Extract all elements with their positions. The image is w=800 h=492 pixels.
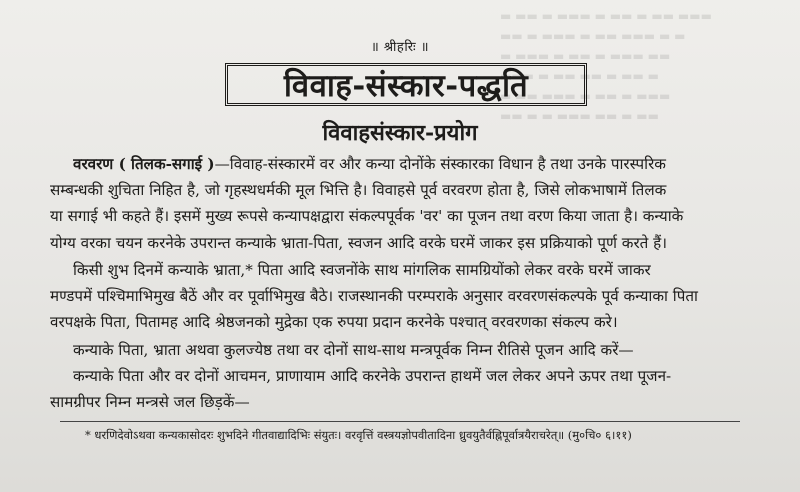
- section-lead-term: वरवरण ( तिलक-सगाई ): [73, 155, 215, 173]
- page-title: विवाह-संस्कार-पद्धति: [225, 63, 587, 106]
- paragraph-line: कन्याके पिता, भ्राता अथवा कुलज्येष्ठ तथा वर दोनों साथ-साथ मन्त्रपूर्वक निम्न रीतिसे पूजन आदि करें—: [73, 341, 634, 359]
- paragraph-line: योग्य वरका चयन करनेके उपरान्त कन्याके भ्राता-पिता, स्वजन आदि वरके घरमें जाकर इस प्रक्रियाको पूर्ण करते हैं।: [50, 234, 667, 252]
- paragraph-line: [73, 154, 772, 174]
- paragraph-line: मण्डपमें पश्चिमाभिमुख बैठें और वर पूर्वाभिमुख बैठे। राजस्थानकी परम्पराके अनुसार वरवरणसंकल्पके पूर्व कन्याका पिता: [50, 287, 698, 305]
- paragraph-line: सम्बन्धकी शुचिता निहित है, जो गृहस्थधर्मकी मूल भित्ति है। विवाहसे पूर्व वरवरण होता है, जिसे लोकभाषामें तिलक: [50, 181, 667, 199]
- footnote-divider: [60, 421, 740, 422]
- paragraph-line: या सगाई भी कहते हैं। इसमें मुख्य रूपसे कन्यापक्षद्वारा संकल्पपूर्वक 'वर' का पूजन तथा वरण किया जाता है। कन्याके: [50, 207, 684, 225]
- invocation-header: ॥ श्रीहरिः ॥: [370, 40, 430, 55]
- paragraph-line: कन्याके पिता और वर दोनों आचमन, प्राणायाम आदि करनेके उपरान्त हाथमें जल लेकर अपने ऊपर तथा पूजन-: [73, 367, 672, 385]
- paragraph-line: किसी शुभ दिनमें कन्याके भ्राता,* पिता आदि स्वजनोंके साथ मांगलिक सामग्रियोंको लेकर वरके घरमें जाकर: [73, 261, 651, 279]
- footnote: * धरणिदेवोऽथवा कन्यकासोदरः शुभदिने गीतवाद्यादिभिः संयुतः। वरवृत्तिं वस्त्रयज्ञोपवीतादिना ध्रुवयुतैर्वह्निपूर्वात्रयैराचरेत्॥ (मु०चि० ६।११): [85, 428, 632, 442]
- section-subtitle: विवाहसंस्कार-प्रयोग: [322, 120, 478, 146]
- paragraph-line: सामग्रीपर निम्न मन्त्रसे जल छिड़कें—: [50, 393, 250, 411]
- paragraph-line: वरपक्षके पिता, पितामह आदि श्रेष्ठजनको मुद्रेका एक रुपया प्रदान करनेके पश्चात् वरवरणका संकल्प करे।: [50, 313, 618, 331]
- bleed-through-text: ▬ ▬▬ ▬ ▬▬▬ ▬ ▬▬ ▬ ▬▬ ▬▬▬ ▬▬ ▬ ▬▬▬ ▬ ▬▬ ▬▬▬ ▬ ▬ ▬ ▬▬▬ ▬ ▬▬ ▬ ▬▬▬ ▬▬ ▬▬▬ ▬ ▬▬ ▬▬ ▬ ▬▬ ▬ ▬ ▬▬ ▬▬▬ ▬ ▬▬ ▬ ▬▬▬ ▬▬ ▬ ▬ ▬▬▬ ▬▬ ▬ ▬▬: [500, 9, 712, 123]
- line-text: —विवाह-संस्कारमें वर और कन्या दोनोंके संस्कारका विधान है तथा उनके पारस्परिक: [214, 155, 666, 173]
